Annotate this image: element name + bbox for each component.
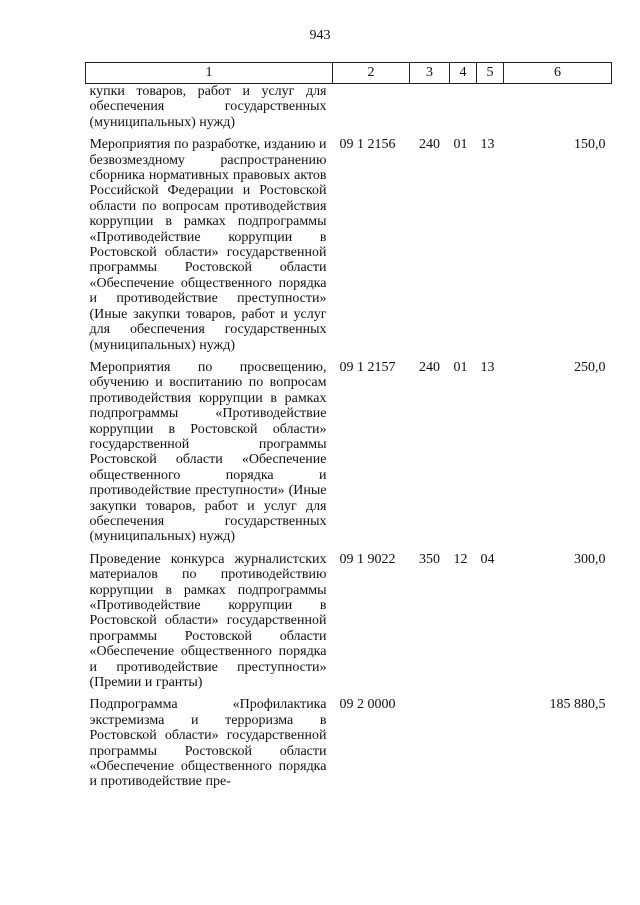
budget-table [85, 62, 612, 797]
row-pr: 13 [480, 137, 495, 153]
row-rz: 01 [453, 359, 468, 375]
row-pr: 04 [480, 551, 495, 567]
row-sum [504, 84, 612, 138]
table-row [86, 84, 612, 138]
header-row [86, 63, 612, 84]
table-row [86, 697, 612, 796]
row-csr: 09 1 2157 [339, 359, 396, 375]
row-vr [410, 84, 450, 138]
row-pr: 13 [480, 359, 495, 375]
row-name: Проведение конкурса журналистских материалов по противодействию коррупции в рамках подпрограммы «Противодействие коррупции в Ростовской области» государственной программы Ростовской области «Обеспечение общественного порядка и противодействие преступности» (Премии и гранты) [89, 551, 327, 691]
row-sum: 150,0 [574, 137, 606, 153]
row-csr: 09 1 2156 [339, 137, 396, 153]
row-vr: 240 [419, 359, 440, 375]
row-name: Мероприятия по разработке, изданию и безвозмездному распространению сборника нормативных правовых актов Российской Федерации и Ростовской области по вопросам противодействия коррупции в рамках подпрограммы «Противодействие коррупции в Ростовской области» государственной программы Ростовской области «Обеспечение общественного порядка и противодействие преступности» (Иные закупки товаров, работ и услуг для обеспечения государственных (муниципальных) нужд) [89, 137, 327, 353]
row-name: купки товаров, работ и услуг для обеспечения государственных (муниципальных) нужд) [89, 84, 327, 130]
row-sum: 250,0 [574, 359, 606, 375]
header-col-6: 6 [504, 63, 612, 84]
row-vr [410, 697, 450, 796]
row-rz: 01 [453, 137, 468, 153]
header-col-3: 3 [410, 63, 450, 84]
row-name: Подпрограмма «Профилактика экстремизма и терроризма в Ростовской области» государственной программы Ростовской области «Обеспечение общественного порядка и противодействие пре- [89, 697, 327, 790]
header-col-4: 4 [450, 63, 477, 84]
row-vr: 240 [419, 137, 440, 153]
header-col-1: 1 [86, 63, 333, 84]
row-csr [333, 84, 410, 138]
table-row [86, 360, 612, 552]
row-sum: 300,0 [574, 551, 606, 567]
row-csr: 09 2 0000 [339, 697, 396, 713]
row-csr: 09 1 9022 [339, 551, 396, 567]
row-rz [450, 84, 477, 138]
row-pr [477, 697, 504, 796]
row-sum: 185 880,5 [549, 697, 606, 713]
page-number: 943 [309, 28, 331, 43]
table-row [86, 137, 612, 360]
header-col-2: 2 [333, 63, 410, 84]
row-vr: 350 [419, 551, 440, 567]
header-col-5: 5 [477, 63, 504, 84]
row-rz: 12 [453, 551, 468, 567]
row-rz [450, 697, 477, 796]
table-row [86, 552, 612, 698]
row-pr [477, 84, 504, 138]
row-name: Мероприятия по просвещению, обучению и воспитанию по вопросам противодействия коррупции в рамках подпрограммы «Противодействие коррупции в Ростовской области» государственной программы Ростовской области «Обеспечение общественного порядка и противодействие преступности» (Иные закупки товаров, работ и услуг для обеспечения государственных (муниципальных) нужд) [89, 359, 327, 545]
table-body [86, 84, 612, 797]
table-header [86, 63, 612, 84]
